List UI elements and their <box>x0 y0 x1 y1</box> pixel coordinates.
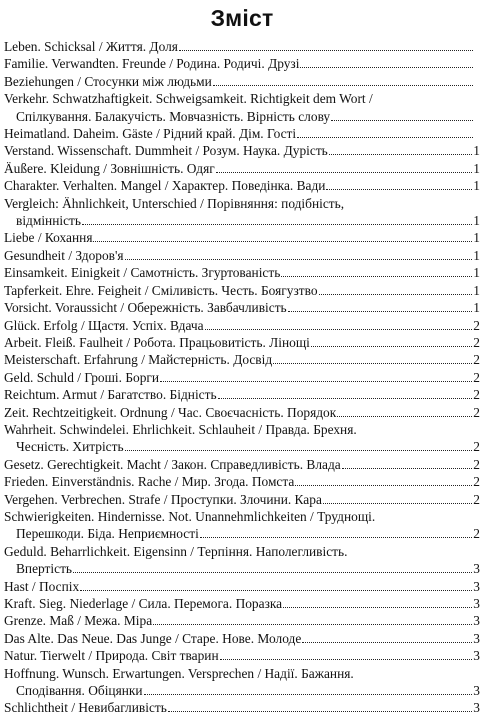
toc-entry-title: Geduld. Beharrlichkeit. Eigensinn / Терпіння. Наполегливість. <box>4 543 348 559</box>
dot-leader <box>342 456 473 468</box>
toc-entry-title: Zeit. Rechtzeitigkeit. Ordnung / Час. Своєчасність. Порядок <box>4 404 337 420</box>
toc-entry-row <box>4 647 480 664</box>
toc-page-number: 3 <box>473 561 480 577</box>
toc-page-number: 2 <box>473 474 480 490</box>
toc-entry <box>4 299 480 316</box>
toc-entry <box>4 386 480 403</box>
toc-entry-row <box>4 212 480 229</box>
toc-entry-row <box>4 229 480 246</box>
toc-entry <box>4 456 480 473</box>
toc-entry-title: Kraft. Sieg. Niederlage / Сила. Перемога. Поразка <box>4 596 283 611</box>
toc-entry-title: Vorsicht. Voraussicht / Обережність. Завбачливість <box>4 300 287 316</box>
toc-entry <box>4 491 480 508</box>
toc-page-number: 2 <box>473 352 480 368</box>
dot-leader <box>213 73 473 85</box>
dot-leader <box>125 439 473 451</box>
dot-leader <box>295 474 472 486</box>
toc-entry-row <box>4 386 480 403</box>
toc-entry <box>4 142 480 159</box>
toc-page-number: 2 <box>473 334 480 350</box>
toc-entry-title: Äußere. Kleidung / Зовнішність. Одяг <box>4 160 215 176</box>
toc-page-number: 1 <box>473 213 480 229</box>
toc-entry-row <box>4 456 480 473</box>
toc-entry <box>4 334 480 351</box>
toc-page-number: 2 <box>473 491 480 507</box>
dot-leader <box>302 630 472 642</box>
toc-entry-row <box>4 491 480 508</box>
toc-entry-row <box>4 404 480 421</box>
toc-entry <box>4 195 480 230</box>
toc-entry-title: Familie. Verwandten. Freunde / Родина. Родичі. Друзі <box>4 56 300 72</box>
toc-entry <box>4 595 480 612</box>
toc-entry-row <box>4 438 480 455</box>
dot-leader <box>281 265 472 277</box>
toc-entry-title: Meisterschaft. Erfahrung / Майстерність. Досвід <box>4 352 273 368</box>
toc-entry <box>4 247 480 264</box>
toc-entry-row <box>4 142 480 159</box>
toc-entry-row <box>4 334 480 351</box>
toc-entry-row <box>4 177 480 194</box>
toc-page-number: 3 <box>473 630 480 646</box>
toc-entry <box>4 543 480 578</box>
toc-entry <box>4 508 480 543</box>
toc-entry-row <box>4 247 480 264</box>
toc-entry <box>4 282 480 299</box>
toc-page-number: 3 <box>473 700 480 716</box>
toc-page-number: 1 <box>473 282 480 298</box>
toc-entry <box>4 699 480 716</box>
toc-entry <box>4 229 480 246</box>
dot-leader <box>218 387 473 399</box>
toc-entry-row <box>4 525 480 542</box>
toc-entry-title: Heimatland. Daheim. Gäste / Рідний край. Дім. Гості <box>4 126 297 142</box>
toc-entry <box>4 264 480 281</box>
dot-leader <box>93 230 472 242</box>
toc-entry-title: Einsamkeit. Einigkeit / Самотність. Згуртованість <box>4 265 281 281</box>
toc-entry <box>4 612 480 629</box>
toc-entry-title: Leben. Schicksal / Життя. Доля <box>4 39 178 54</box>
toc-entry-row <box>4 351 480 368</box>
toc-page-number: 2 <box>473 369 480 385</box>
dot-leader <box>288 300 473 312</box>
toc-page-number: 1 <box>473 300 480 316</box>
toc-entry-title: Vergleich: Ähnlichkeit, Unterschied / Порівняння: подібність, <box>4 195 345 211</box>
toc-entry-title: Vergehen. Verbrechen. Strafe / Проступки. Злочини. Кара <box>4 491 322 507</box>
toc-entry-title: Verkehr. Schwatzhaftigkeit. Schweigsamkeit. Richtigkeit dem Wort / <box>4 91 373 107</box>
toc-page-number: 2 <box>473 317 480 333</box>
toc-entry-row <box>4 38 480 55</box>
toc-page-number: 1 <box>473 265 480 281</box>
toc-entry-title: Gesetz. Gerechtigkeit. Macht / Закон. Справедливість. Влада <box>4 456 341 472</box>
toc-entry <box>4 421 480 456</box>
toc-entry-row <box>4 317 480 334</box>
dot-leader <box>82 213 472 225</box>
toc-entry-row <box>4 160 480 177</box>
toc-entry-row <box>4 73 480 90</box>
dot-leader <box>297 126 473 138</box>
toc-entry-row <box>4 299 480 316</box>
toc-page-number: 2 <box>473 439 480 455</box>
toc-entry <box>4 73 480 90</box>
dot-leader <box>205 317 473 329</box>
toc-entry-title: Arbeit. Fleiß. Faulheit / Робота. Працьовитість. Лінощі <box>4 334 310 350</box>
toc-page-number: 3 <box>473 596 480 611</box>
toc-page-number: 1 <box>473 230 480 246</box>
toc-entry <box>4 38 480 55</box>
toc-entry-row <box>4 595 480 612</box>
toc-entry-title: Geld. Schuld / Гроші. Борги <box>4 369 160 385</box>
dot-leader <box>160 369 472 381</box>
toc-entry-title: Verstand. Wissenschaft. Dummheit / Розум. Наука. Дурість <box>4 143 328 159</box>
dot-leader <box>73 561 472 573</box>
dot-leader <box>323 491 472 503</box>
toc-page-number: 3 <box>473 648 480 664</box>
toc-page-number: 3 <box>473 613 480 629</box>
toc-entry-row <box>4 108 480 125</box>
toc-entry-title: Hoffnung. Wunsch. Erwartungen. Versprechen / Надії. Бажання. <box>4 665 354 681</box>
toc-entry-title-continued: Впертість <box>16 561 73 577</box>
toc-entry-title-continued: відмінність <box>16 213 82 229</box>
dot-leader <box>144 683 473 695</box>
dot-leader <box>283 596 472 608</box>
dot-leader <box>168 700 472 712</box>
toc-entry-title: Reichtum. Armut / Багатство. Бідність <box>4 387 217 403</box>
toc-entry-title: Wahrheit. Schwindelei. Ehrlichkeit. Schlauheit / Правда. Брехня. <box>4 421 357 437</box>
toc-page-number: 3 <box>473 683 480 699</box>
dot-leader <box>220 648 473 660</box>
toc-entry-title: Natur. Tierwelt / Природа. Світ тварин <box>4 648 219 664</box>
toc-entry <box>4 404 480 421</box>
toc-page-number: 2 <box>473 404 480 420</box>
toc-entry-row <box>4 473 480 490</box>
toc-entry <box>4 317 480 334</box>
toc-entry <box>4 473 480 490</box>
page-title: Зміст <box>210 5 274 31</box>
toc-entry-title: Gesundheit / Здоров'я <box>4 247 124 263</box>
dot-leader <box>80 578 472 590</box>
toc-entry-title: Glück. Erfolg / Щастя. Успіх. Вдача <box>4 317 204 333</box>
table-of-contents <box>4 38 480 717</box>
toc-entry-title: Charakter. Verhalten. Mangel / Характер. Поведінка. Вади <box>4 178 326 194</box>
dot-leader <box>125 248 473 260</box>
toc-entry-row <box>4 682 480 699</box>
dot-leader <box>216 160 473 172</box>
toc-page-number: 3 <box>473 578 480 594</box>
toc-entry-title-continued: Спілкування. Балакучість. Мовчазність. Вірність слову <box>16 108 331 124</box>
dot-leader <box>300 56 473 68</box>
toc-entry-title: Hast / Поспіх <box>4 578 80 594</box>
toc-entry <box>4 125 480 142</box>
toc-entry-title-continued: Чесність. Хитрість <box>16 439 124 455</box>
toc-entry-row <box>4 699 480 716</box>
dot-leader <box>311 335 472 347</box>
dot-leader <box>273 352 472 364</box>
toc-entry <box>4 351 480 368</box>
toc-entry-row <box>4 282 480 299</box>
toc-page-number: 1 <box>473 178 480 194</box>
toc-entry <box>4 578 480 595</box>
dot-leader <box>329 143 473 155</box>
toc-page-number: 1 <box>473 143 480 159</box>
toc-entry-title: Schlichtheit / Невибагливість <box>4 700 167 716</box>
toc-entry <box>4 90 480 125</box>
toc-entry-row <box>4 630 480 647</box>
toc-entry-title: Frieden. Einverständnis. Rache / Мир. Згода. Помста <box>4 474 295 490</box>
toc-entry-title-continued: Сподівання. Обіцянки <box>16 683 143 699</box>
dot-leader <box>319 282 473 294</box>
toc-entry-title: Liebe / Кохання <box>4 230 93 246</box>
toc-entry-row <box>4 612 480 629</box>
toc-entry-row <box>4 264 480 281</box>
toc-entry-title: Beziehungen / Стосунки між людьми <box>4 73 212 89</box>
toc-entry-row <box>4 578 480 595</box>
toc-entry-row <box>4 125 480 142</box>
toc-entry-row <box>4 369 480 386</box>
dot-leader <box>179 39 473 51</box>
toc-entry-title-continued: Перешкоди. Біда. Неприємності <box>16 526 199 542</box>
dot-leader <box>331 108 473 120</box>
toc-entry-title: Schwierigkeiten. Hindernisse. Not. Unannehmlichkeiten / Труднощі. <box>4 508 376 524</box>
toc-entry-title: Tapferkeit. Ehre. Feigheit / Сміливість. Честь. Боягузтво <box>4 282 318 298</box>
toc-entry <box>4 630 480 647</box>
toc-entry <box>4 647 480 664</box>
toc-entry-title: Grenze. Maß / Межа. Міра <box>4 613 153 629</box>
toc-page-number: 2 <box>473 387 480 403</box>
toc-entry <box>4 369 480 386</box>
toc-entry <box>4 160 480 177</box>
dot-leader <box>326 178 472 190</box>
dot-leader <box>153 613 472 625</box>
toc-entry-row <box>4 55 480 72</box>
toc-page-number: 1 <box>473 160 480 176</box>
dot-leader <box>200 526 472 538</box>
toc-entry-row <box>4 560 480 577</box>
toc-page-number: 2 <box>473 456 480 472</box>
toc-entry <box>4 665 480 700</box>
toc-entry-title: Das Alte. Das Neue. Das Junge / Старе. Нове. Молоде <box>4 630 302 646</box>
toc-entry <box>4 177 480 194</box>
toc-entry <box>4 55 480 72</box>
toc-page-number: 1 <box>473 247 480 263</box>
toc-page-number: 2 <box>473 526 480 542</box>
dot-leader <box>337 404 472 416</box>
